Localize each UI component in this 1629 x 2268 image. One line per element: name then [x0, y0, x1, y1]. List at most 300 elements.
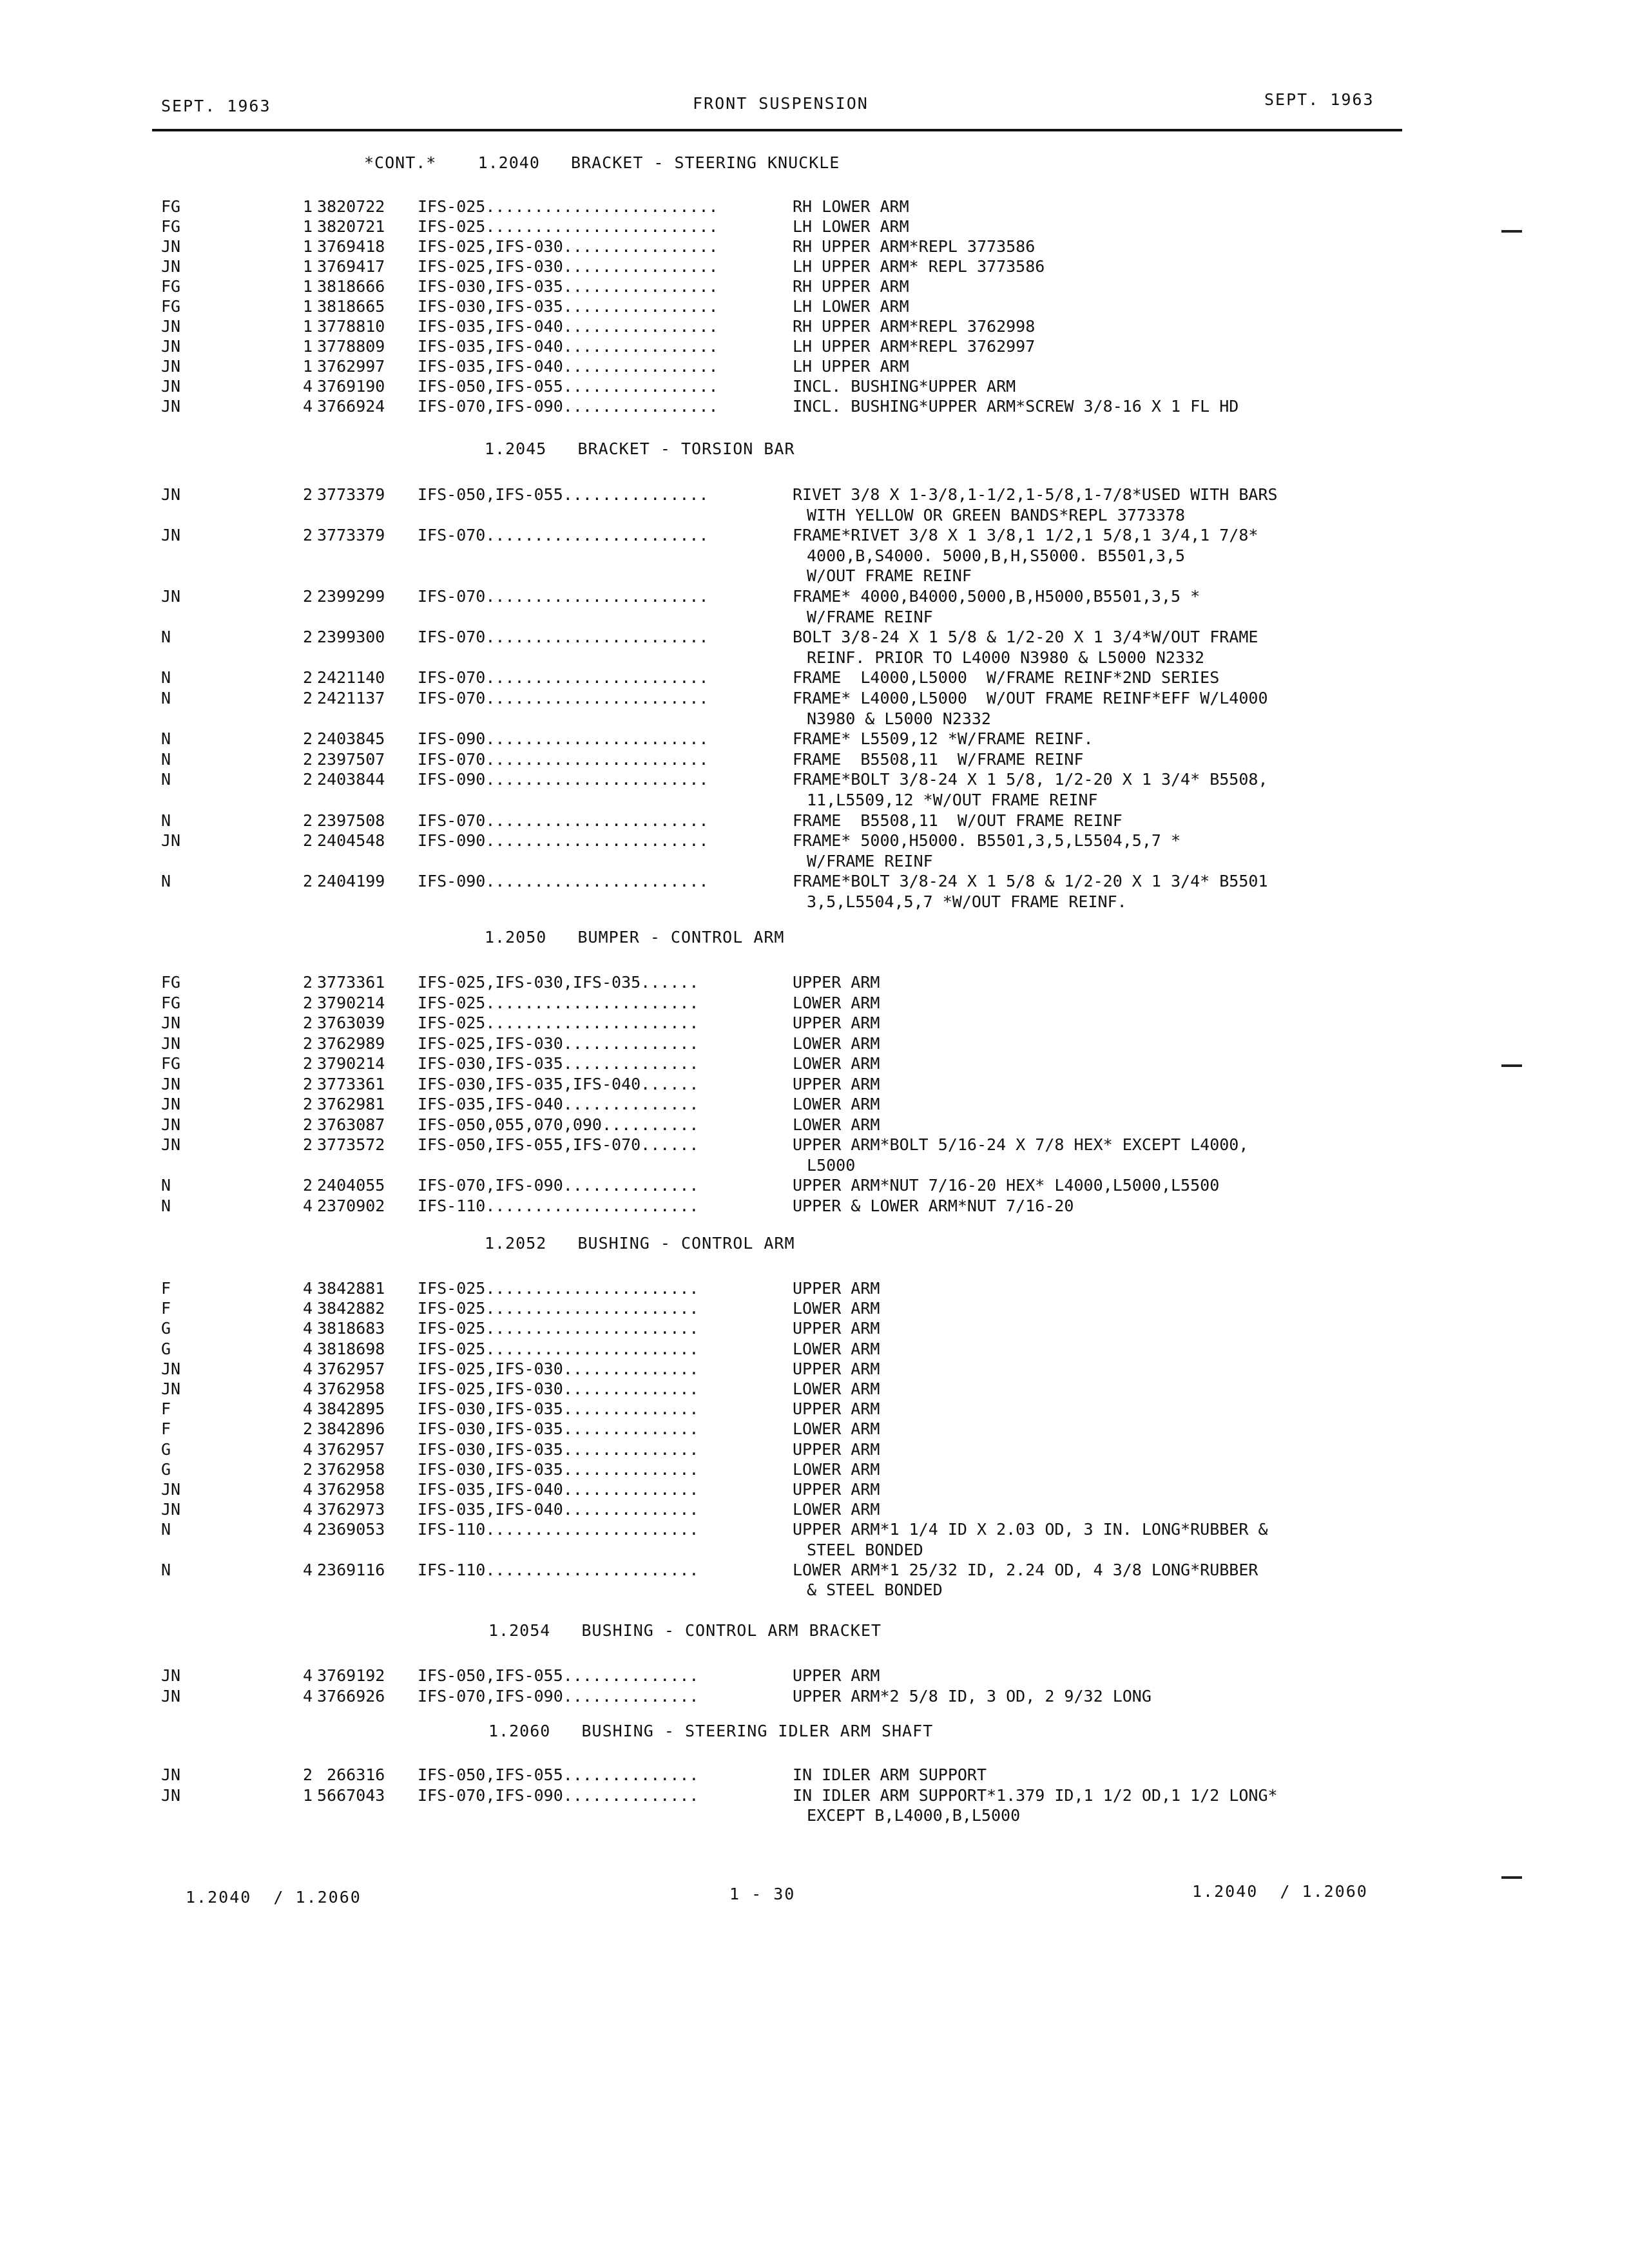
model-code: JN	[161, 1135, 181, 1154]
part-row	[0, 1399, 1629, 1420]
part-row	[0, 811, 1629, 832]
part-row	[0, 729, 1629, 750]
part-row	[0, 1319, 1629, 1340]
part-row	[0, 197, 1629, 218]
part-number: 3769192	[317, 1666, 385, 1685]
part-number: 3820721	[317, 217, 385, 236]
part-row	[0, 526, 1629, 546]
series-list: IFS-070,IFS-090..............	[418, 1686, 699, 1706]
series-list: IFS-070.......................	[418, 526, 709, 545]
section-title: 1.2052 BUSHING - CONTROL ARM	[485, 1234, 795, 1253]
description: FRAME B5508,11 W/FRAME REINF	[793, 749, 1084, 769]
part-number: 3762997	[317, 357, 385, 376]
series-list: IFS-090.......................	[418, 872, 709, 891]
model-code: JN	[161, 526, 181, 545]
part-number: 3762957	[317, 1359, 385, 1378]
part-number: 3773361	[317, 1074, 385, 1093]
model-code: FG	[161, 197, 181, 216]
description-continuation: EXCEPT B,L4000,B,L5000	[807, 1806, 1021, 1825]
series-list: IFS-090.......................	[418, 831, 709, 850]
part-row	[0, 1279, 1629, 1300]
quantity: 2	[302, 749, 313, 769]
model-code: JN	[161, 1500, 181, 1519]
part-number: 3818683	[317, 1319, 385, 1338]
part-number: 3773379	[317, 485, 385, 504]
quantity: 4	[302, 377, 313, 396]
part-number: 3842895	[317, 1399, 385, 1419]
part-row	[0, 831, 1629, 852]
part-row	[0, 1460, 1629, 1481]
description: UPPER & LOWER ARM*NUT 7/16-20	[793, 1196, 1074, 1215]
description: UPPER ARM	[793, 1439, 880, 1459]
quantity: 2	[302, 689, 313, 707]
model-code: G	[161, 1459, 171, 1479]
part-number: 3762958	[317, 1379, 385, 1398]
series-list: IFS-030,IFS-035................	[418, 297, 718, 316]
model-code: JN	[161, 1115, 181, 1134]
model-code: JN	[161, 587, 181, 606]
series-list: IFS-035,IFS-040................	[418, 357, 718, 376]
description: LH UPPER ARM	[793, 357, 909, 376]
part-number: 2397507	[317, 749, 385, 769]
series-list: IFS-025,IFS-030................	[418, 237, 718, 256]
quantity: 2	[302, 993, 313, 1012]
model-code: N	[161, 770, 171, 789]
quantity: 2	[302, 1419, 313, 1439]
series-list: IFS-030,IFS-035..............	[418, 1439, 699, 1459]
description: UPPER ARM	[793, 1666, 880, 1685]
quantity: 4	[302, 1339, 313, 1358]
model-code: N	[161, 749, 171, 769]
description: LOWER ARM	[793, 1500, 880, 1519]
model-code: JN	[161, 1014, 181, 1032]
part-row	[0, 257, 1629, 278]
quantity: 1	[302, 237, 313, 256]
part-number: 2421140	[317, 668, 385, 687]
quantity: 2	[302, 668, 313, 687]
description: LOWER ARM	[793, 1339, 880, 1358]
model-code: FG	[161, 277, 181, 296]
quantity: 1	[302, 297, 313, 316]
description: LOWER ARM	[793, 1459, 880, 1479]
part-row	[0, 587, 1629, 608]
quantity: 2	[302, 1033, 313, 1053]
quantity: 4	[302, 1520, 313, 1539]
quantity: 2	[302, 485, 313, 504]
part-row	[0, 1299, 1629, 1320]
model-code: N	[161, 811, 171, 830]
series-list: IFS-025......................	[418, 1319, 699, 1338]
series-list: IFS-070.......................	[418, 587, 709, 606]
part-number: 3790214	[317, 993, 385, 1012]
model-code: N	[161, 1520, 171, 1539]
series-list: IFS-070.......................	[418, 689, 709, 707]
part-row	[0, 317, 1629, 338]
series-list: IFS-030,IFS-035................	[418, 277, 718, 296]
section-title: *CONT.* 1.2040 BRACKET - STEERING KNUCKLE	[364, 153, 840, 172]
description: LOWER ARM	[793, 1033, 880, 1053]
model-code: FG	[161, 217, 181, 236]
series-list: IFS-090.......................	[418, 729, 709, 749]
series-list: IFS-025,IFS-030..............	[418, 1033, 699, 1053]
part-number: 3773361	[317, 973, 385, 992]
quantity: 4	[302, 1560, 313, 1579]
model-code: JN	[161, 237, 181, 256]
quantity: 2	[302, 526, 313, 545]
quantity: 4	[302, 1379, 313, 1398]
part-number: 3769418	[317, 237, 385, 256]
header-date-right: SEPT. 1963	[1264, 90, 1374, 109]
part-row	[0, 1520, 1629, 1541]
quantity: 4	[302, 1439, 313, 1459]
part-row	[0, 1054, 1629, 1075]
part-number: 2399300	[317, 628, 385, 647]
description: RH UPPER ARM	[793, 277, 909, 296]
part-row	[0, 1135, 1629, 1156]
part-row	[0, 485, 1629, 506]
part-number: 2370902	[317, 1196, 385, 1215]
series-list: IFS-070,IFS-090..............	[418, 1785, 699, 1805]
series-list: IFS-070.......................	[418, 668, 709, 687]
part-number: 3842896	[317, 1419, 385, 1439]
part-row	[0, 237, 1629, 258]
model-code: N	[161, 1560, 171, 1579]
quantity: 4	[302, 397, 313, 416]
series-list: IFS-030,IFS-035..............	[418, 1459, 699, 1479]
description: UPPER ARM	[793, 1279, 880, 1298]
part-row	[0, 628, 1629, 648]
description: UPPER ARM*NUT 7/16-20 HEX* L4000,L5000,L5500	[793, 1176, 1220, 1195]
quantity: 4	[302, 1399, 313, 1419]
part-number: 3818666	[317, 277, 385, 296]
part-row	[0, 872, 1629, 892]
part-row	[0, 1196, 1629, 1217]
part-row	[0, 217, 1629, 238]
description: BOLT 3/8-24 X 1 5/8 & 1/2-20 X 1 3/4*W/OUT FRAME	[793, 628, 1258, 647]
description: UPPER ARM	[793, 1480, 880, 1499]
part-number: 2404055	[317, 1176, 385, 1195]
series-list: IFS-110......................	[418, 1560, 699, 1579]
section-title: 1.2050 BUMPER - CONTROL ARM	[485, 928, 785, 947]
part-row	[0, 973, 1629, 994]
model-code: JN	[161, 1095, 181, 1113]
part-row	[0, 750, 1629, 771]
description: LH UPPER ARM* REPL 3773586	[793, 257, 1045, 276]
model-code: N	[161, 689, 171, 707]
quantity: 2	[302, 1074, 313, 1093]
part-row	[0, 1786, 1629, 1807]
quantity: 1	[302, 357, 313, 376]
model-code: G	[161, 1439, 171, 1459]
description: FRAME*RIVET 3/8 X 1 3/8,1 1/2,1 5/8,1 3/4,1 7/8*	[793, 526, 1258, 545]
description: LOWER ARM	[793, 1115, 880, 1134]
series-list: IFS-035,IFS-040..............	[418, 1500, 699, 1519]
part-row	[0, 297, 1629, 318]
model-code: N	[161, 729, 171, 749]
margin-mark	[1501, 1064, 1522, 1067]
description-continuation: W/OUT FRAME REINF	[807, 566, 972, 586]
description: LOWER ARM	[793, 1299, 880, 1318]
part-number: 3842882	[317, 1299, 385, 1318]
description-continuation: 4000,B,S4000. 5000,B,H,S5000. B5501,3,5	[807, 546, 1185, 565]
quantity: 2	[302, 973, 313, 992]
model-code: JN	[161, 377, 181, 396]
part-number: 3773572	[317, 1135, 385, 1154]
model-code: N	[161, 628, 171, 647]
part-number: 3762958	[317, 1480, 385, 1499]
quantity: 2	[302, 1765, 313, 1784]
section-title: 1.2045 BRACKET - TORSION BAR	[485, 439, 795, 458]
footer-page-number: 1 - 30	[729, 1885, 796, 1903]
description: LOWER ARM	[793, 1054, 880, 1073]
footer-range-left: 1.2040 / 1.2060	[186, 1888, 361, 1907]
quantity: 2	[302, 1459, 313, 1479]
part-number: 3790214	[317, 1054, 385, 1073]
quantity: 2	[302, 1014, 313, 1032]
model-code: JN	[161, 1359, 181, 1378]
part-row	[0, 770, 1629, 791]
quantity: 1	[302, 217, 313, 236]
series-list: IFS-035,IFS-040................	[418, 337, 718, 356]
quantity: 4	[302, 1196, 313, 1215]
footer-range-right: 1.2040 / 1.2060	[1192, 1882, 1368, 1901]
series-list: IFS-070,IFS-090..............	[418, 1176, 699, 1195]
series-list: IFS-025,IFS-030..............	[418, 1379, 699, 1398]
series-list: IFS-050,IFS-055..............	[418, 1765, 699, 1784]
description: UPPER ARM	[793, 1399, 880, 1419]
series-list: IFS-025........................	[418, 217, 718, 236]
description: FRAME*BOLT 3/8-24 X 1 5/8 & 1/2-20 X 1 3/4* B5501	[793, 872, 1268, 891]
quantity: 1	[302, 1785, 313, 1805]
description-continuation: STEEL BONDED	[807, 1540, 923, 1559]
quantity: 1	[302, 197, 313, 216]
model-code: JN	[161, 257, 181, 276]
description-continuation: REINF. PRIOR TO L4000 N3980 & L5000 N2332	[807, 648, 1205, 667]
series-list: IFS-035,IFS-040..............	[418, 1095, 699, 1113]
part-number: 3769190	[317, 377, 385, 396]
description: FRAME*BOLT 3/8-24 X 1 5/8, 1/2-20 X 1 3/4* B5508,	[793, 770, 1268, 789]
description: FRAME* 5000,H5000. B5501,3,5,L5504,5,7 *	[793, 831, 1181, 850]
quantity: 2	[302, 628, 313, 647]
part-number: 3762989	[317, 1033, 385, 1053]
series-list: IFS-050,055,070,090..........	[418, 1115, 699, 1134]
description: RH UPPER ARM*REPL 3762998	[793, 317, 1036, 336]
part-number: 2369116	[317, 1560, 385, 1579]
part-number: 266316	[317, 1765, 385, 1784]
header-title: FRONT SUSPENSION	[693, 94, 869, 113]
description-continuation: & STEEL BONDED	[807, 1581, 943, 1599]
part-number: 3818665	[317, 297, 385, 316]
series-list: IFS-070,IFS-090................	[418, 397, 718, 416]
part-number: 3762981	[317, 1095, 385, 1113]
quantity: 2	[302, 587, 313, 606]
part-row	[0, 1115, 1629, 1136]
model-code: G	[161, 1339, 171, 1358]
model-code: JN	[161, 485, 181, 504]
quantity: 4	[302, 1299, 313, 1318]
series-list: IFS-025......................	[418, 1279, 699, 1298]
description: IN IDLER ARM SUPPORT*1.379 ID,1 1/2 OD,1 1/2 LONG*	[793, 1785, 1278, 1805]
description: FRAME L4000,L5000 W/FRAME REINF*2ND SERIES	[793, 668, 1220, 687]
part-number: 3762958	[317, 1459, 385, 1479]
description: IN IDLER ARM SUPPORT	[793, 1765, 987, 1784]
series-list: IFS-035,IFS-040................	[418, 317, 718, 336]
section-title: 1.2060 BUSHING - STEERING IDLER ARM SHAFT	[488, 1722, 934, 1740]
model-code: JN	[161, 831, 181, 850]
series-list: IFS-050,IFS-055..............	[418, 1666, 699, 1685]
quantity: 2	[302, 1115, 313, 1134]
part-number: 3763087	[317, 1115, 385, 1134]
quantity: 2	[302, 872, 313, 891]
part-row	[0, 397, 1629, 418]
description-continuation: W/FRAME REINF	[807, 607, 933, 626]
quantity: 4	[302, 1480, 313, 1499]
part-number: 2403844	[317, 770, 385, 789]
description: INCL. BUSHING*UPPER ARM*SCREW 3/8-16 X 1 FL HD	[793, 397, 1239, 416]
model-code: JN	[161, 1480, 181, 1499]
part-number: 5667043	[317, 1785, 385, 1805]
series-list: IFS-070.......................	[418, 811, 709, 830]
series-list: IFS-110......................	[418, 1196, 699, 1215]
model-code: JN	[161, 1379, 181, 1398]
part-number: 3818698	[317, 1339, 385, 1358]
model-code: JN	[161, 397, 181, 416]
series-list: IFS-050,IFS-055................	[418, 377, 718, 396]
quantity: 2	[302, 1095, 313, 1113]
description: UPPER ARM	[793, 1359, 880, 1378]
model-code: F	[161, 1299, 171, 1318]
series-list: IFS-030,IFS-035..............	[418, 1054, 699, 1073]
model-code: JN	[161, 1666, 181, 1685]
quantity: 4	[302, 1319, 313, 1338]
model-code: JN	[161, 1785, 181, 1805]
description-continuation: 11,L5509,12 *W/OUT FRAME REINF	[807, 791, 1098, 809]
part-row	[0, 1480, 1629, 1501]
part-row	[0, 1360, 1629, 1380]
description: UPPER ARM	[793, 1074, 880, 1093]
description-continuation: WITH YELLOW OR GREEN BANDS*REPL 3773378	[807, 505, 1185, 524]
series-list: IFS-025........................	[418, 197, 718, 216]
description: LH LOWER ARM	[793, 297, 909, 316]
part-number: 2399299	[317, 587, 385, 606]
description: UPPER ARM*1 1/4 ID X 2.03 OD, 3 IN. LONG*RUBBER &	[793, 1520, 1268, 1539]
model-code: N	[161, 872, 171, 891]
model-code: JN	[161, 317, 181, 336]
part-row	[0, 277, 1629, 298]
series-list: IFS-035,IFS-040..............	[418, 1480, 699, 1499]
series-list: IFS-030,IFS-035,IFS-040......	[418, 1074, 699, 1093]
part-number: 3778810	[317, 317, 385, 336]
description: FRAME* 4000,B4000,5000,B,H5000,B5501,3,5 *	[793, 587, 1200, 606]
model-code: JN	[161, 1074, 181, 1093]
model-code: N	[161, 1176, 171, 1195]
quantity: 2	[302, 831, 313, 850]
part-number: 3820722	[317, 197, 385, 216]
header-date-left: SEPT. 1963	[161, 97, 271, 115]
part-row	[0, 1687, 1629, 1707]
description: FRAME* L4000,L5000 W/OUT FRAME REINF*EFF W/L4000	[793, 689, 1268, 707]
description: FRAME B5508,11 W/OUT FRAME REINF	[793, 811, 1123, 830]
part-number: 2403845	[317, 729, 385, 749]
model-code: JN	[161, 1686, 181, 1706]
description: LOWER ARM	[793, 993, 880, 1012]
part-row	[0, 337, 1629, 358]
part-row	[0, 1419, 1629, 1440]
quantity: 4	[302, 1666, 313, 1685]
quantity: 2	[302, 1135, 313, 1154]
description: UPPER ARM*2 5/8 ID, 3 OD, 2 9/32 LONG	[793, 1686, 1152, 1706]
description: LOWER ARM	[793, 1379, 880, 1398]
description-continuation: 3,5,L5504,5,7 *W/OUT FRAME REINF.	[807, 892, 1127, 911]
part-number: 2369053	[317, 1520, 385, 1539]
part-row	[0, 668, 1629, 689]
part-number: 2404548	[317, 831, 385, 850]
description: FRAME* L5509,12 *W/FRAME REINF.	[793, 729, 1094, 749]
model-code: FG	[161, 973, 181, 992]
model-code: N	[161, 668, 171, 687]
quantity: 1	[302, 337, 313, 356]
description: RH UPPER ARM*REPL 3773586	[793, 237, 1036, 256]
description: LOWER ARM*1 25/32 ID, 2.24 OD, 4 3/8 LONG*RUBBER	[793, 1560, 1258, 1579]
description-continuation: W/FRAME REINF	[807, 851, 933, 870]
section-title: 1.2054 BUSHING - CONTROL ARM BRACKET	[488, 1621, 882, 1640]
part-row	[0, 1014, 1629, 1034]
part-number: 3766926	[317, 1686, 385, 1706]
series-list: IFS-050,IFS-055...............	[418, 485, 709, 504]
series-list: IFS-090.......................	[418, 770, 709, 789]
quantity: 4	[302, 1359, 313, 1378]
model-code: G	[161, 1319, 171, 1338]
model-code: N	[161, 1196, 171, 1215]
description-continuation: L5000	[807, 1155, 856, 1175]
quantity: 4	[302, 1279, 313, 1298]
description: RIVET 3/8 X 1-3/8,1-1/2,1-5/8,1-7/8*USED WITH BARS	[793, 485, 1278, 504]
series-list: IFS-070.......................	[418, 628, 709, 647]
part-row	[0, 1034, 1629, 1055]
part-row	[0, 1340, 1629, 1360]
part-row	[0, 1765, 1629, 1786]
series-list: IFS-025,IFS-030,IFS-035......	[418, 973, 699, 992]
series-list: IFS-050,IFS-055,IFS-070......	[418, 1135, 699, 1154]
part-number: 3762957	[317, 1439, 385, 1459]
part-number: 3766924	[317, 397, 385, 416]
part-row	[0, 994, 1629, 1014]
header-rule	[152, 129, 1402, 131]
model-code: JN	[161, 1033, 181, 1053]
part-row	[0, 1500, 1629, 1521]
part-number: 3763039	[317, 1014, 385, 1032]
series-list: IFS-070.......................	[418, 749, 709, 769]
description-continuation: N3980 & L5000 N2332	[807, 709, 991, 728]
description: UPPER ARM	[793, 973, 880, 992]
part-number: 3773379	[317, 526, 385, 545]
description: RH LOWER ARM	[793, 197, 909, 216]
description: UPPER ARM	[793, 1319, 880, 1338]
part-row	[0, 1379, 1629, 1400]
series-list: IFS-030,IFS-035..............	[418, 1419, 699, 1439]
part-number: 2397508	[317, 811, 385, 830]
margin-mark	[1501, 1876, 1522, 1879]
model-code: JN	[161, 337, 181, 356]
quantity: 4	[302, 1686, 313, 1706]
description: LH LOWER ARM	[793, 217, 909, 236]
series-list: IFS-030,IFS-035..............	[418, 1399, 699, 1419]
quantity: 1	[302, 257, 313, 276]
model-code: F	[161, 1399, 171, 1419]
description: UPPER ARM*BOLT 5/16-24 X 7/8 HEX* EXCEPT L4000,	[793, 1135, 1249, 1154]
quantity: 1	[302, 317, 313, 336]
margin-mark	[1501, 230, 1522, 233]
